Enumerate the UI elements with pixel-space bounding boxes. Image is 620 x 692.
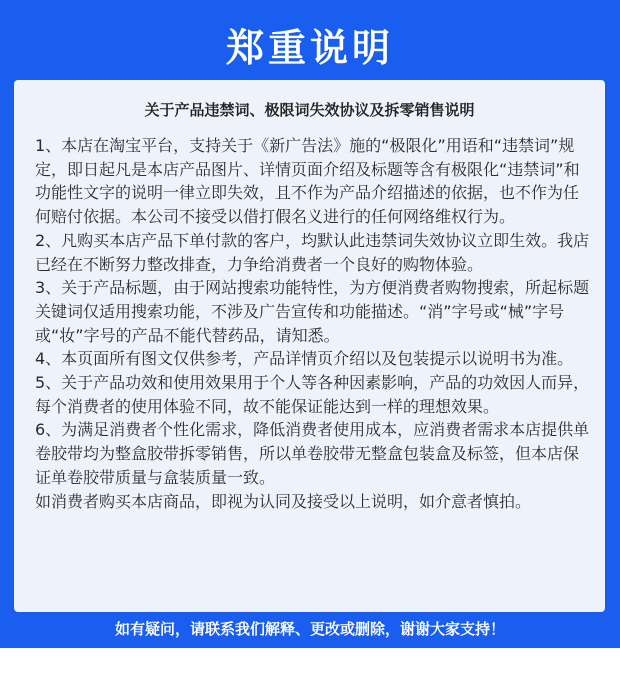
notice-paragraph-6: 6、为满足消费者个性化需求，降低消费者使用成本，应消费者需求本店提供单卷胶带均为整盒胶带拆零销售，所以单卷胶带无整盒包装盒及标签，但本店保证单卷胶带质量与盒装质量一致。 (35, 420, 590, 487)
footer-contact-note: 如有疑问，请联系我们解释、更改或删除，谢谢大家支持！ (114, 620, 505, 638)
notice-paragraph-4: 4、本页面所有图文仅供参考，产品详情页介绍以及包装提示以说明书为准。 (35, 349, 574, 369)
page-title: 郑重说明 (225, 26, 394, 70)
notice-subtitle: 关于产品违禁词、极限词失效协议及拆零销售说明 (144, 101, 475, 119)
notice-body (35, 134, 591, 513)
notice-paragraph-5: 5、关于产品功效和使用效果用于个人等各种因素影响，产品的功效因人而异，每个消费者的使用体验不同，故不能保证能达到一样的理想效果。 (35, 373, 590, 416)
notice-closing: 如消费者购买本店商品，即视为认同及接受以上说明，如介意者慎拍。 (35, 491, 532, 511)
notice-paragraph-3: 3、关于产品标题，由于网站搜索功能特性，为方便消费者购物搜索，所起标题关键词仅适用搜索功能，不涉及广告宣传和功能描述。“消”字号或“械”字号或“妆”字号的产品不能代替药品，请知悉。 (35, 278, 590, 345)
notice-paragraph-1: 1、本店在淘宝平台，支持关于《新广告法》施的“极限化”用语和“违禁词”规定，即日起凡是本店产品图片、详情页面介绍及标题等含有极限化“违禁词”和功能性文字的说明一律立即失效，且不作为产品介绍描述的依据，也不作为任何赔付依据。本公司不接受以借打假名义进行的任何网络维权行为。 (35, 136, 580, 227)
notice-paragraph-2: 2、凡购买本店产品下单付款的客户，均默认此违禁词失效协议立即生效。我店已经在不断努力整改排查，力争给消费者一个良好的购物体验。 (35, 230, 590, 274)
notice-card (14, 80, 605, 612)
